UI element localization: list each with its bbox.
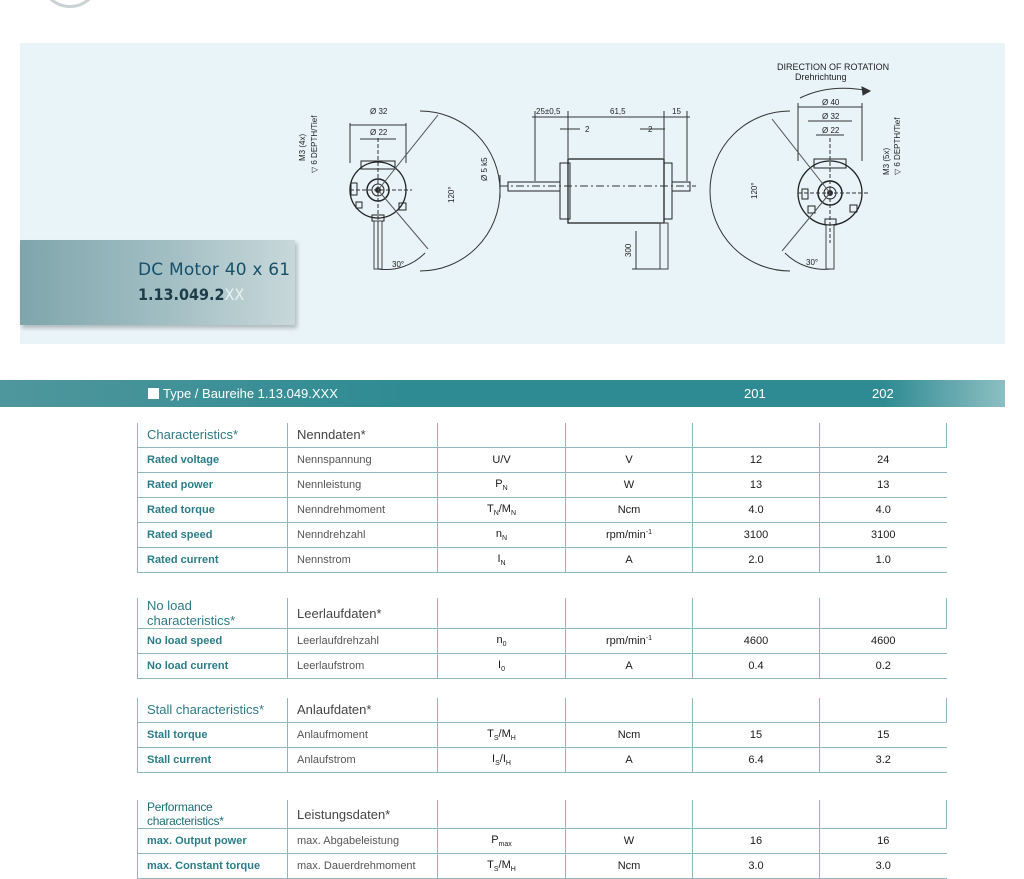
section-title-de: Nenndaten* bbox=[288, 423, 438, 447]
symbol-subscript: S bbox=[493, 866, 499, 873]
header-blank-cell bbox=[820, 698, 947, 722]
row-label-en: max. Output power bbox=[138, 829, 288, 854]
unit-main: A bbox=[625, 660, 633, 672]
product-title: DC Motor 40 x 61 bbox=[138, 260, 291, 280]
header-blank-cell bbox=[693, 800, 820, 829]
row-unit bbox=[566, 447, 693, 472]
unit-main: A bbox=[625, 553, 633, 566]
symbol-secondary: /M bbox=[498, 859, 511, 871]
side-dim-300-label: 300 bbox=[624, 243, 633, 257]
row-unit bbox=[566, 472, 693, 497]
unit-main: Ncm bbox=[617, 503, 641, 516]
unit-superscript: -1 bbox=[645, 635, 652, 642]
row-label-de: Anlaufstrom bbox=[288, 747, 438, 772]
header-blank-cell bbox=[438, 598, 566, 629]
row-label-de: max. Abgabeleistung bbox=[288, 829, 438, 854]
table-row bbox=[138, 854, 947, 879]
table-row bbox=[138, 522, 947, 547]
stall-table bbox=[137, 698, 947, 773]
header-blank-cell bbox=[820, 800, 947, 829]
row-symbol bbox=[438, 829, 566, 854]
value-202: 15 bbox=[820, 722, 947, 747]
row-label-de: Leerlaufdrehzahl bbox=[288, 629, 438, 654]
type-column-201: 201 bbox=[744, 386, 766, 401]
value-202: 3.0 bbox=[820, 854, 947, 879]
header-blank-cell bbox=[566, 698, 693, 722]
row-symbol bbox=[438, 497, 566, 522]
row-symbol bbox=[438, 472, 566, 497]
row-label-en: No load speed bbox=[138, 629, 288, 654]
section-title-de: Leerlaufdaten* bbox=[288, 598, 438, 629]
header-blank-cell bbox=[693, 598, 820, 629]
unit-main: rpm/min bbox=[606, 528, 646, 541]
symbol-main: T bbox=[486, 502, 494, 515]
value-201: 4.0 bbox=[693, 497, 820, 522]
header-blank-cell bbox=[566, 598, 693, 629]
row-unit bbox=[566, 722, 693, 747]
row-unit bbox=[566, 522, 693, 547]
symbol-main: I bbox=[492, 752, 496, 765]
left-depth-label: ▽ 6 DEPTH/Tief bbox=[310, 115, 319, 173]
table-header-row bbox=[138, 598, 947, 629]
type-header-bar bbox=[0, 380, 1005, 407]
symbol-secondary-subscript: N bbox=[510, 509, 517, 517]
table-header-row bbox=[138, 698, 947, 722]
section-title-de: Anlaufdaten* bbox=[288, 698, 438, 722]
rotation-label-de: Drehrichtung bbox=[795, 72, 847, 82]
table-row bbox=[138, 547, 947, 572]
unit-main: A bbox=[625, 753, 633, 766]
product-code bbox=[138, 285, 244, 304]
type-column-202: 202 bbox=[872, 386, 894, 401]
header-blank-cell bbox=[820, 423, 947, 447]
table-row bbox=[138, 654, 947, 679]
value-202: 13 bbox=[820, 472, 947, 497]
unit-main: W bbox=[623, 478, 635, 491]
symbol-subscript: S bbox=[493, 734, 499, 742]
row-label-en: Rated speed bbox=[138, 522, 288, 547]
symbol-subscript: N bbox=[493, 509, 499, 517]
right-angle-big-label: 120° bbox=[750, 182, 759, 199]
table-row bbox=[138, 829, 947, 854]
header-blank-cell bbox=[566, 423, 693, 447]
table-row bbox=[138, 472, 947, 497]
value-202: 24 bbox=[820, 447, 947, 472]
value-202: 3.2 bbox=[820, 747, 947, 772]
symbol-main: P bbox=[495, 477, 503, 490]
table-row bbox=[138, 497, 947, 522]
left-d32-label: Ø 32 bbox=[370, 107, 388, 116]
unit-superscript: -1 bbox=[645, 528, 652, 536]
row-symbol bbox=[438, 722, 566, 747]
row-label-de: Leerlaufstrom bbox=[288, 654, 438, 679]
section-title-en: Characteristics* bbox=[138, 423, 288, 447]
product-title-box bbox=[20, 240, 295, 325]
row-label-de: Nenndrehmoment bbox=[288, 497, 438, 522]
symbol-main: I bbox=[497, 552, 501, 565]
row-unit bbox=[566, 829, 693, 854]
table-row bbox=[138, 629, 947, 654]
symbol-subscript: S bbox=[495, 759, 500, 767]
value-202: 3100 bbox=[820, 522, 947, 547]
symbol-main: P bbox=[491, 834, 499, 846]
left-thread-label: M3 (4x) bbox=[298, 133, 307, 161]
table-row bbox=[138, 747, 947, 772]
right-thread-label: M3 (5x) bbox=[882, 147, 891, 175]
product-code-prefix: 1.13.049.2 bbox=[138, 285, 225, 304]
row-symbol bbox=[438, 547, 566, 572]
value-202: 16 bbox=[820, 829, 947, 854]
unit-main: V bbox=[625, 453, 633, 466]
value-201: 4600 bbox=[693, 629, 820, 654]
symbol-main: T bbox=[487, 727, 494, 740]
header-blank-cell bbox=[693, 423, 820, 447]
row-symbol bbox=[438, 654, 566, 679]
section-title-de: Leistungsdaten* bbox=[288, 800, 438, 829]
row-label-de: Anlaufmoment bbox=[288, 722, 438, 747]
product-code-suffix: XX bbox=[224, 285, 245, 304]
row-label-en: Stall torque bbox=[138, 722, 288, 747]
row-label-en: Rated torque bbox=[138, 497, 288, 522]
row-label-en: Rated current bbox=[138, 547, 288, 572]
row-label-en: No load current bbox=[138, 654, 288, 679]
symbol-main: U/V bbox=[492, 453, 511, 466]
symbol-secondary: /I bbox=[499, 752, 506, 765]
value-202: 1.0 bbox=[820, 547, 947, 572]
value-202: 4.0 bbox=[820, 497, 947, 522]
no-load-table bbox=[137, 598, 947, 679]
symbol-main: n bbox=[495, 527, 503, 540]
row-symbol bbox=[438, 747, 566, 772]
header-blank-cell bbox=[438, 698, 566, 722]
row-label-en: max. Constant torque bbox=[138, 854, 288, 879]
symbol-secondary-subscript: H bbox=[510, 734, 516, 742]
value-201: 15 bbox=[693, 722, 820, 747]
row-unit bbox=[566, 629, 693, 654]
left-d22-label: Ø 22 bbox=[370, 128, 388, 137]
unit-main: Ncm bbox=[617, 860, 641, 872]
symbol-subscript: 0 bbox=[502, 641, 507, 648]
symbol-subscript: N bbox=[502, 534, 508, 542]
unit-main: Ncm bbox=[617, 728, 641, 741]
value-202: 0.2 bbox=[820, 654, 947, 679]
side-dim-25-label: 25±0,5 bbox=[536, 107, 561, 116]
row-label-de: Nennleistung bbox=[288, 472, 438, 497]
table-header-row bbox=[138, 423, 947, 447]
right-d40-label: Ø 40 bbox=[822, 98, 840, 107]
row-symbol bbox=[438, 522, 566, 547]
table-header-row bbox=[138, 800, 947, 829]
section-title-en: No load characteristics* bbox=[138, 598, 288, 629]
symbol-secondary: /M bbox=[498, 727, 511, 740]
right-angle-small-label: 30° bbox=[806, 258, 819, 267]
header-blank-cell bbox=[820, 598, 947, 629]
unit-main: W bbox=[623, 835, 635, 847]
header-blank-cell bbox=[693, 698, 820, 722]
row-symbol bbox=[438, 447, 566, 472]
side-dim-2a-label: 2 bbox=[585, 125, 590, 134]
symbol-secondary-subscript: H bbox=[510, 866, 516, 873]
right-d32-label: Ø 32 bbox=[822, 112, 840, 121]
value-201: 6.4 bbox=[693, 747, 820, 772]
row-symbol bbox=[438, 629, 566, 654]
symbol-secondary-subscript: H bbox=[505, 759, 511, 767]
row-symbol bbox=[438, 854, 566, 879]
symbol-subscript: N bbox=[500, 559, 506, 567]
side-dim-15-label: 15 bbox=[672, 107, 681, 116]
value-201: 3.0 bbox=[693, 854, 820, 879]
characteristics-table bbox=[137, 423, 947, 573]
value-201: 16 bbox=[693, 829, 820, 854]
square-bullet-icon bbox=[148, 388, 159, 399]
symbol-main: I bbox=[498, 659, 502, 671]
value-201: 3100 bbox=[693, 522, 820, 547]
header-blank-cell bbox=[438, 423, 566, 447]
left-angle-small-label: 30° bbox=[392, 260, 405, 269]
section-title-en: Performance characteristics* bbox=[138, 800, 288, 829]
symbol-main: T bbox=[487, 859, 494, 871]
value-201: 12 bbox=[693, 447, 820, 472]
header-blank-cell bbox=[438, 800, 566, 829]
row-label-en: Rated power bbox=[138, 472, 288, 497]
symbol-subscript: N bbox=[502, 484, 508, 492]
rotation-label-en: DIRECTION OF ROTATION bbox=[777, 62, 890, 72]
value-201: 13 bbox=[693, 472, 820, 497]
header-logo-arc bbox=[40, 0, 100, 8]
side-dim-2b-label: 2 bbox=[648, 125, 653, 134]
row-unit bbox=[566, 547, 693, 572]
row-label-de: Nennspannung bbox=[288, 447, 438, 472]
type-label: Type / Baureihe 1.13.049.XXX bbox=[163, 386, 338, 401]
table-row bbox=[138, 722, 947, 747]
row-label-de: Nenndrehzahl bbox=[288, 522, 438, 547]
row-unit bbox=[566, 747, 693, 772]
right-depth-label: ▽ 6 DEPTH/Tief bbox=[893, 117, 902, 175]
side-shaft-label: Ø 5 k5 bbox=[480, 157, 489, 181]
row-label-en: Stall current bbox=[138, 747, 288, 772]
row-label-de: Nennstrom bbox=[288, 547, 438, 572]
symbol-secondary: /M bbox=[498, 502, 511, 515]
row-unit bbox=[566, 654, 693, 679]
table-row bbox=[138, 447, 947, 472]
row-label-en: Rated voltage bbox=[138, 447, 288, 472]
header-blank-cell bbox=[566, 800, 693, 829]
symbol-subscript: 0 bbox=[501, 666, 505, 673]
section-title-en: Stall characteristics* bbox=[138, 698, 288, 722]
symbol-subscript: max bbox=[498, 841, 512, 848]
value-201: 0.4 bbox=[693, 654, 820, 679]
performance-table bbox=[137, 800, 947, 879]
row-unit bbox=[566, 854, 693, 879]
unit-main: rpm/min bbox=[606, 635, 646, 647]
value-202: 4600 bbox=[820, 629, 947, 654]
row-label-de: max. Dauerdrehmoment bbox=[288, 854, 438, 879]
symbol-main: n bbox=[496, 634, 503, 646]
value-201: 2.0 bbox=[693, 547, 820, 572]
left-angle-big-label: 120° bbox=[447, 186, 456, 203]
side-dim-615-label: 61,5 bbox=[610, 107, 626, 116]
row-unit bbox=[566, 497, 693, 522]
right-d22-label: Ø 22 bbox=[822, 126, 840, 135]
